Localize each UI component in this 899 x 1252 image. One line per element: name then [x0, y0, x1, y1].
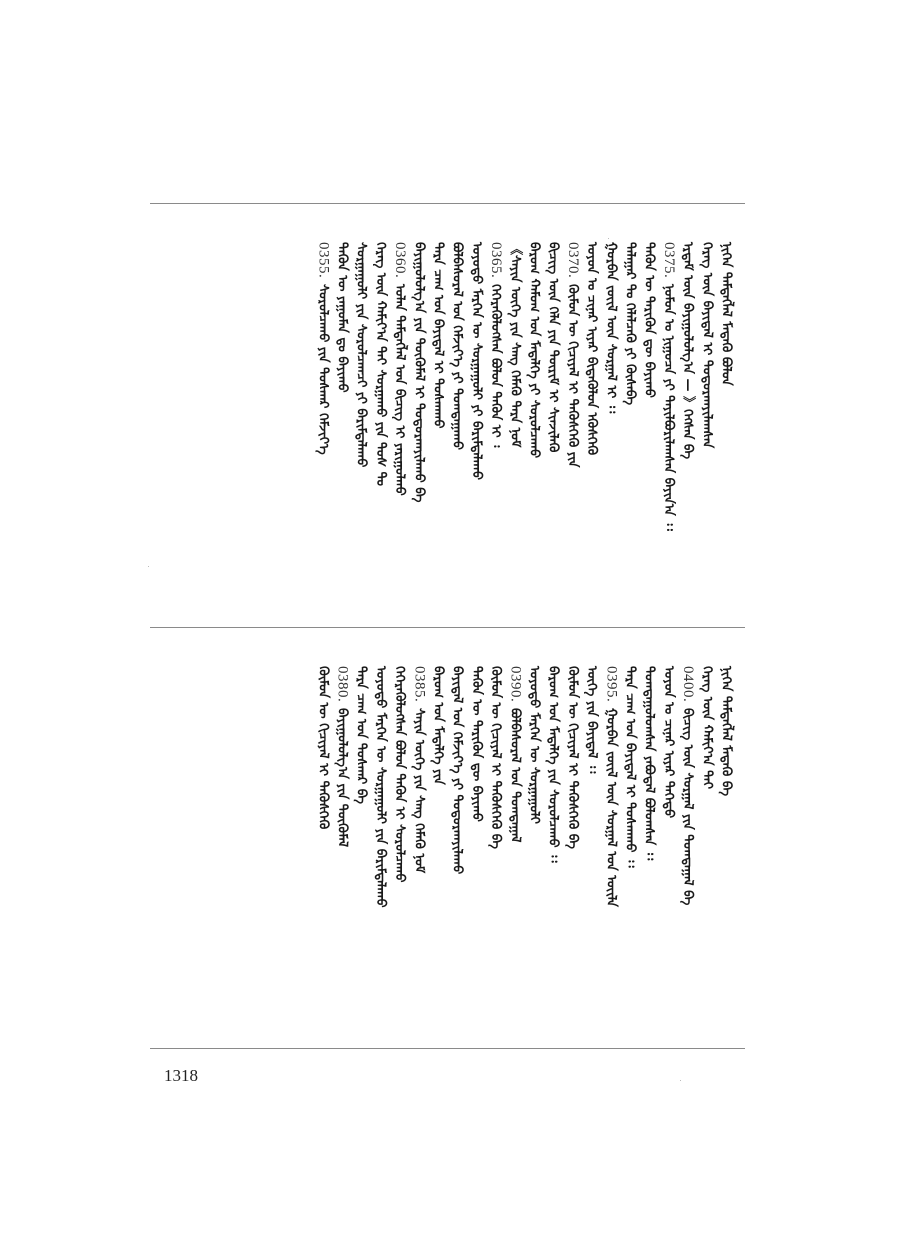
mongolian-text-line: ᠰᠤᠷᠭᠠᠭᠤᠯᠢ ᠶᠢᠨ ᠰᠤᠷᠤᠯᠴᠠᠭᠴᠢ ᠶᠢ ᠪᠠᠷᠢᠮᠲᠠᠯᠠᠬᠤ: [353, 242, 369, 468]
mongolian-text-line: ᠪᠠᠷᠤᠭ ᠤᠨ ᠮᠡᠳᠡᠯᠭᠡ ᠶᠢᠨ: [430, 666, 446, 785]
mongolian-text-line: ᠲᠡᠭᠦᠨ ᠦ ᠲᠡᠷᠢᠭᠦᠨ ᠳᠦ ᠪᠠᠶᠢᠬᠤ: [468, 666, 484, 822]
mongolian-text-line: ᠬᠡᠷᠡᠭ ᠦᠨ ᠪᠠᠶᠢᠳᠠᠯ ᠢ ᠲᠣᠳᠤᠷᠬᠠᠶᠢᠯᠠᠭᠰᠠᠨ: [699, 242, 715, 449]
line-number: 0370.: [564, 242, 581, 279]
mongolian-text-line: ᠣᠶᠤᠨ ᠤ ᠴᠢᠨᠠᠷ ᠢᠶᠠᠷ ᠪᠢᠳᠡᠭᠦᠯᠦᠨ ᠡᠭᠦᠰᠬᠡᠬᠦ: [584, 242, 600, 456]
text-column: [310, 242, 336, 455]
line-number: 0380.: [334, 666, 351, 703]
mongolian-text-line: ᠣᠶᠤᠲᠤ ᠮᠡᠷᠭᠡᠨ ᠦ ᠰᠤᠷᠭᠠᠭᠤᠯᠢ ᠶᠢ ᠪᠠᠷᠢᠮᠲᠠᠯᠠᠬᠤ: [468, 242, 484, 480]
lower-text-panel: [150, 628, 745, 1048]
mongolian-text-line: ᠭᠡᠭᠡᠷᠡᠭᠦᠯᠦᠭᠰᠡᠨ ᠪᠣᠯᠤᠨ ᠲᠡᠭᠦᠨ ᠢ ᠄: [488, 284, 504, 448]
mongolian-text-line: ᠨᠢᠭᠡᠨ ᠲᠡᠮᠳᠡᠭᠯᠡᠯ ᠮᠡᠳᠡᠬᠦ ᠪᠣᠯᠤᠨ: [718, 242, 734, 386]
scan-speck: [148, 566, 149, 567]
mongolian-text-line: ᠲᠡᠷᠡ ᠴᠠᠭ ᠤᠨ ᠪᠠᠶᠢᠳᠠᠯ ᠢ ᠲᠤᠰᠬᠠᠬᠤ ᠄᠄: [622, 666, 638, 868]
mongolian-text-line: ᠲᠠᠯᠠᠭᠠᠷ ᠲᠤ ᠬᠡᠯᠡᠯᠴᠡᠬᠦ ᠶᠢ ᠬᠦᠰᠡᠪᠡ: [622, 242, 638, 406]
text-column: [310, 666, 336, 829]
mongolian-text-line: ᠣᠯᠠᠨ ᠲᠡᠮᠳᠡᠭᠯᠡᠯ ᠤᠨ ᠪᠢᠴᠢᠭ ᠢ ᠶᠠᠷᠢᠭᠤᠯᠬᠤ: [392, 284, 408, 496]
mongolian-text-line: ᠪᠠᠶᠢᠭᠤᠯᠤᠯᠭ᠎ᠠ ᠶᠢᠨ ᠲᠦᠭᠦᠮᠡᠯ: [334, 708, 350, 848]
scan-speck: [608, 238, 609, 239]
mongolian-text-line: ᠣᠶᠤᠲᠤ ᠮᠡᠷᠭᠡᠨ ᠦ ᠰᠤᠷᠭᠠᠭᠤᠯᠢ: [526, 666, 542, 824]
mongolian-text-line: ᠬᠦᠮᠦᠨ ᠦ ᠬᠢᠴᠢᠶᠡᠯ ᠢ ᠲᠡᠭᠦᠰᠬᠡᠬᠦ: [315, 666, 331, 830]
line-number: 0365.: [488, 242, 505, 279]
mongolian-text-line: ᠭᠤᠷᠪᠠᠨ ᠵᠦᠢᠯ ᠦᠨ ᠰᠤᠷᠭᠠᠯ ᠢ ᠄᠄: [603, 242, 619, 414]
mongolian-text-line: ᠪᠠᠶᠢᠭᠤᠯᠤᠯᠭ᠎ᠠ ᠶᠢᠨ ᠲᠦᠭᠦᠮᠡᠯ ᠢ ᠲᠣᠳᠤᠷᠬᠠᠶᠢᠯᠠᠬᠤ ᠪᠠ: [411, 242, 427, 503]
mongolian-text-line: ᠣᠶᠤᠲᠤ ᠮᠡᠷᠭᠡᠨ ᠦ ᠰᠤᠷᠭᠠᠭᠤᠯᠢ ᠶᠢᠨ ᠪᠠᠷᠢᠮᠲᠠᠯᠠᠬᠤ: [372, 666, 388, 908]
mongolian-text-line: ᠬᠡᠷᠡᠭ ᠦᠨ ᠬᠠᠮᠢᠶ᠎ᠠ ᠲᠡᠢ: [699, 666, 715, 789]
mongolian-text-line: ᠨᠢᠭᠡᠨ ᠲᠡᠮᠳᠡᠭᠯᠡᠯ ᠮᠡᠳᠡᠬᠦ ᠪᠠ: [718, 666, 734, 797]
mongolian-text-line: ᠲᠡᠭᠦᠨ ᠦ ᠲᠡᠷᠢᠭᠦᠨ ᠳᠦ ᠪᠠᠶᠢᠬᠤ: [641, 242, 657, 398]
mongolian-text-line: ᠪᠣᠯᠪᠠᠰᠤᠷᠠᠯ ᠤᠨ ᠲᠣᠭᠲᠠᠭᠠᠯ: [507, 708, 523, 843]
mongolian-text-line: ᠣᠶᠤᠨ ᠤ ᠴᠢᠨᠠᠷ ᠢᠶᠠᠷ ᠳᠡᠭᠡᠳᠦ: [660, 666, 676, 819]
mongolian-text-line: ᠨᠣᠮᠤᠨ ᠤ ᠨᠢᠭᠤᠴᠠ ᠶᠢ ᠲᠠᠶᠢᠯᠪᠤᠷᠢᠯᠠᠭᠰᠠᠨ ᠪᠠᠶᠢᠨ᠎ᠠ ᠄᠄: [660, 284, 676, 532]
line-number: 0355.: [315, 242, 332, 279]
mongolian-text-line: ᠪᠢᠴᠢᠭ ᠦᠨ ᠰᠤᠷᠭᠠᠯ ᠶᠢᠨ ᠲᠣᠭᠲᠠᠭᠠᠯ ᠪᠠ: [680, 708, 696, 906]
mongolian-text-line: ᠦᠭᠡ ᠶᠢᠨ ᠪᠠᠶᠢᠳᠠᠯ ᠄᠄: [584, 666, 600, 774]
line-number: 0360.: [392, 242, 409, 279]
mongolian-text-line: ᠬᠡᠷᠡᠭ ᠦᠨ ᠬᠠᠮᠢᠶ᠎ᠠ ᠲᠡᠢ ᠰᠤᠷᠭᠠᠬᠤ ᠶᠢᠨ ᠲᠤᠰ ᠲᠤ: [372, 242, 388, 486]
line-number: 0390.: [507, 666, 524, 703]
mongolian-text-line: ᠰᠤᠷᠤᠯᠴᠠᠬᠤ ᠶᠢᠨ ᠲᠤᠰᠬᠠᠷ ᠬᠡᠮᠵᠢᠶ᠎ᠡ: [315, 284, 331, 455]
mongolian-text-line: ᠰᠠᠶᠢᠨ ᠦᠭᠡ ᠶᠢᠨ ᠰᠠᠩ ᠬᠡᠮᠡᠬᠦ ᠨᠣᠮ: [411, 708, 427, 874]
mongolian-text-line: ᠲᠣᠭᠲᠠᠭᠤᠯᠤᠭᠰᠠᠨ ᠶᠠᠪᠤᠳᠠᠯ ᠪᠣᠯᠤᠭᠰᠠᠨ ᠄᠄: [641, 666, 657, 861]
mongolian-text-line: ᠪᠠᠶᠢᠳᠠᠯ ᠤᠨ ᠬᠡᠮᠵᠢᠶ᠎ᠡ ᠶᠢ ᠲᠣᠳᠤᠷᠬᠠᠶᠢᠯᠠᠬᠤ: [449, 666, 465, 875]
mongolian-text-line: ᠭᠡᠭᠡᠷᠡᠭᠦᠯᠦᠭᠰᠡᠨ ᠪᠣᠯᠤᠨ ᠲᠡᠭᠦᠨ ᠢ ᠰᠤᠷᠤᠯᠴᠠᠬᠤ: [392, 666, 408, 883]
mongolian-text-line: ᠬᠦᠮᠦᠨ ᠦ ᠬᠢᠴᠢᠶᠡᠯ ᠢ ᠲᠡᠭᠦᠰᠬᠡᠬᠦ ᠶᠢᠨ: [564, 284, 580, 468]
mongolian-text-line: ᠭᠤᠷᠪᠠᠨ ᠵᠦᠢᠯ ᠦᠨ ᠰᠤᠷᠭᠠᠯ ᠤᠨ ᠦᠢᠯᠡ: [603, 708, 619, 908]
mongolian-text-line: ᠲᠡᠭᠦᠨ ᠦ ᠶᠠᠭᠤᠮᠠᠨ ᠳᠤ ᠪᠠᠶᠢᠬᠤ: [334, 242, 350, 393]
mongolian-text-line: ᠪᠠᠷᠤᠭ ᠬᠠᠮᠤᠭ ᠤᠨ ᠮᠡᠳᠡᠯᠭᠡ ᠶᠢ ᠰᠤᠷᠤᠯᠴᠠᠬᠤ: [526, 242, 542, 459]
mongolian-text-line: ᠪᠣᠯᠪᠠᠰᠤᠷᠠᠯ ᠤᠨ ᠬᠡᠮᠵᠢᠶ᠎ᠡ ᠶᠢ ᠲᠣᠭᠲᠠᠭᠠᠬᠤ: [449, 242, 465, 450]
mongolian-text-line: ᠬᠦᠮᠦᠨ ᠦ ᠬᠢᠴᠢᠶᠡᠯ ᠢ ᠲᠡᠭᠦᠰᠬᠡᠬᠦ ᠪᠠ: [488, 666, 504, 849]
line-number: 0385.: [411, 666, 428, 703]
upper-text-panel: [150, 204, 745, 627]
line-number: 0375.: [660, 242, 677, 279]
line-number: 0400.: [680, 666, 697, 703]
mongolian-text-line: ᠪᠢᠴᠢᠭ ᠦᠨ ᠬᠡᠯᠡ ᠶᠢᠨ ᠳᠦᠷᠢᠮ ᠢ ᠰᠢᠨᠵᠢᠯᠡᠬᠦ: [545, 242, 561, 453]
mongolian-text-line: ᠲᠡᠷᠡ ᠴᠠᠭ ᠤᠨ ᠲᠤᠰᠬᠠᠷ ᠪᠠ: [353, 666, 369, 804]
page-number: 1318: [164, 1066, 198, 1085]
mongolian-text-line: ᠬᠦᠮᠦᠨ ᠦ ᠬᠢᠴᠢᠶᠡᠯ ᠢ ᠲᠡᠭᠦᠰᠬᠡᠬᠦ ᠪᠠ: [564, 666, 580, 849]
bottom-rule: [150, 1048, 745, 1049]
mongolian-text-line: 《ᠰᠠᠶᠢᠨ ᠦᠭᠡ ᠶᠢᠨ ᠰᠠᠩ ᠬᠡᠮᠡᠬᠦ ᠲᠡᠷᠡ ᠨᠣᠮ: [507, 242, 523, 448]
scan-speck: [680, 1080, 681, 1081]
mongolian-text-line: ᠲᠡᠷᠡ ᠴᠠᠭ ᠤᠨ ᠪᠠᠶᠢᠳᠠᠯ ᠢ ᠲᠤᠰᠬᠠᠬᠤ: [430, 242, 446, 429]
line-number: 0395.: [603, 666, 620, 703]
mongolian-text-line: ᠡᠷᠳᠡᠮ ᠦᠨ ᠪᠠᠶᠢᠭᠤᠯᠤᠯᠭ᠎ᠠ — 》ᠭᠡᠭᠰᠡᠨ ᠪᠠ: [680, 242, 696, 460]
mongolian-text-line: ᠪᠠᠷᠤᠭ ᠤᠨ ᠮᠡᠳᠡᠯᠭᠡ ᠶᠢᠨ ᠰᠤᠷᠤᠯᠴᠠᠬᠤ ᠄᠄: [545, 666, 561, 863]
